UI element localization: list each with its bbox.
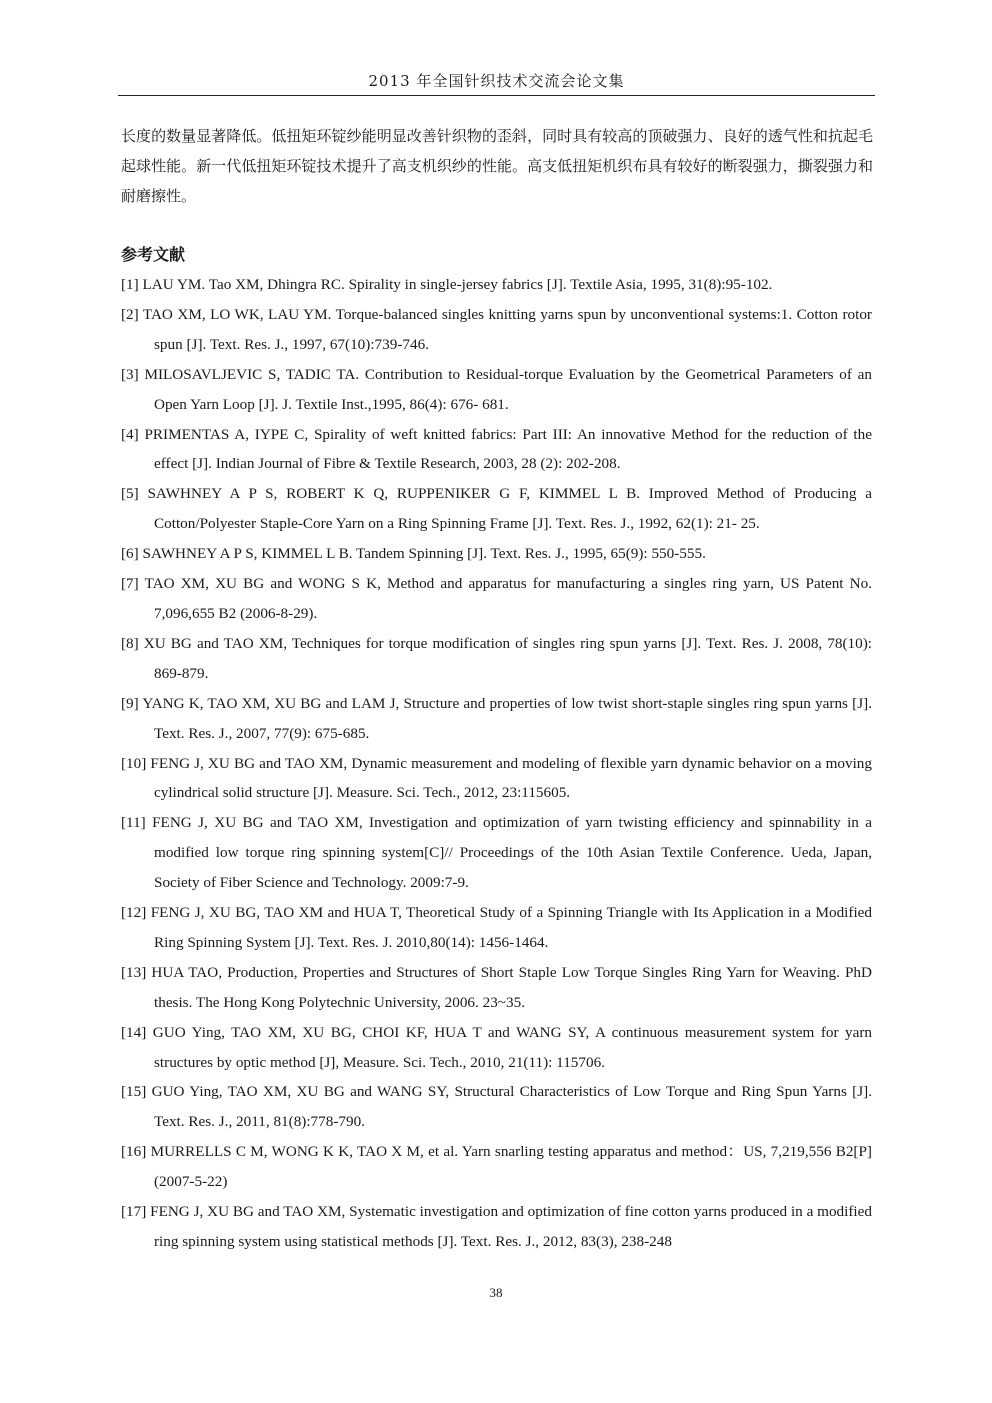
reference-item: [4] PRIMENTAS A, IYPE C, Spirality of weft knitted fabrics: Part III: An innovative Method for the reduction of the effect [J]. Indian Journal of Fibre & Textile Research, 2003, 28 (2): 202-208.	[121, 425, 872, 473]
reference-item: [15] GUO Ying, TAO XM, XU BG and WANG SY, Structural Characteristics of Low Torque and Ring Spun Yarns [J]. Text. Res. J., 2011, 81(8):778-790.	[121, 1083, 872, 1131]
reference-item: [2] TAO XM, LO WK, LAU YM. Torque-balanced singles knitting yarns spun by unconventional systems:1. Cotton rotor spun [J]. Text. Res. J., 1997, 67(10):739-746.	[121, 305, 872, 353]
body-paragraph: 长度的数量显著降低。低扭矩环锭纱能明显改善针织物的歪斜，同时具有较高的顶破强力、良好的透气性和抗起毛起球性能。新一代低扭矩环锭技术提升了高支机织纱的性能。高支低扭矩机织布具有较好的断裂强力，撕裂强力和耐磨擦性。	[121, 127, 873, 205]
reference-item: [16] MURRELLS C M, WONG K K, TAO X M, et al. Yarn snarling testing apparatus and method：US, 7,219,556 B2[P] (2007-5-22)	[121, 1143, 872, 1191]
reference-item: [12] FENG J, XU BG, TAO XM and HUA T, Theoretical Study of a Spinning Triangle with Its Application in a Modified Ring Spinning System [J]. Text. Res. J. 2010,80(14): 1456-1464.	[121, 904, 872, 951]
reference-item: [1] LAU YM. Tao XM, Dhingra RC. Spirality in single-jersey fabrics [J]. Textile Asia, 1995, 31(8):95-102.	[121, 276, 773, 293]
reference-list	[121, 270, 872, 1257]
header-divider	[118, 95, 875, 96]
reference-item: [13] HUA TAO, Production, Properties and Structures of Short Staple Low Torque Singles Ring Yarn for Weaving. PhD thesis. The Hong Kong Polytechnic University, 2006. 23~35.	[121, 963, 872, 1011]
running-header: 2013 年全国针织技术交流会论文集	[368, 72, 625, 90]
references-heading: 参考文献	[121, 245, 186, 264]
reference-item: [10] FENG J, XU BG and TAO XM, Dynamic measurement and modeling of flexible yarn dynamic behavior on a moving cylindrical solid structure [J]. Measure. Sci. Tech., 2012, 23:115605.	[121, 754, 872, 802]
reference-item: [11] FENG J, XU BG and TAO XM, Investigation and optimization of yarn twisting efficiency and spinnability in a modified low torque ring spinning system[C]// Proceedings of the 10th Asian Textile Conference. Ueda, Japan, Society of Fiber Science and Technology. 2009:7-9.	[121, 814, 872, 892]
reference-item: [5] SAWHNEY A P S, ROBERT K Q, RUPPENIKER G F, KIMMEL L B. Improved Method of Producing a Cotton/Polyester Staple-Core Yarn on a Ring Spinning Frame [J]. Text. Res. J., 1992, 62(1): 21- 25.	[121, 485, 872, 533]
reference-item: [7] TAO XM, XU BG and WONG S K, Method and apparatus for manufacturing a singles ring yarn, US Patent No. 7,096,655 B2 (2006-8-29).	[121, 575, 872, 622]
reference-item: [9] YANG K, TAO XM, XU BG and LAM J, Structure and properties of low twist short-staple singles ring spun yarns [J]. Text. Res. J., 2007, 77(9): 675-685.	[121, 694, 872, 742]
reference-item: [8] XU BG and TAO XM, Techniques for torque modification of singles ring spun yarns [J]. Text. Res. J. 2008, 78(10): 869-879.	[121, 634, 872, 682]
reference-item: [6] SAWHNEY A P S, KIMMEL L B. Tandem Spinning [J]. Text. Res. J., 1995, 65(9): 550-555.	[121, 545, 706, 563]
page-number: 38	[489, 1285, 503, 1300]
reference-item: [14] GUO Ying, TAO XM, XU BG, CHOI KF, HUA T and WANG SY, A continuous measurement system for yarn structures by optic method [J], Measure. Sci. Tech., 2010, 21(11): 115706.	[121, 1023, 872, 1071]
reference-item: [3] MILOSAVLJEVIC S, TADIC TA. Contribution to Residual-torque Evaluation by the Geometrical Parameters of an Open Yarn Loop [J]. J. Textile Inst.,1995, 86(4): 676- 681.	[121, 365, 872, 413]
reference-item: [17] FENG J, XU BG and TAO XM, Systematic investigation and optimization of fine cotton yarns produced in a modified ring spinning system using statistical methods [J]. Text. Res. J., 2012, 83(3), 238-248	[121, 1203, 872, 1250]
